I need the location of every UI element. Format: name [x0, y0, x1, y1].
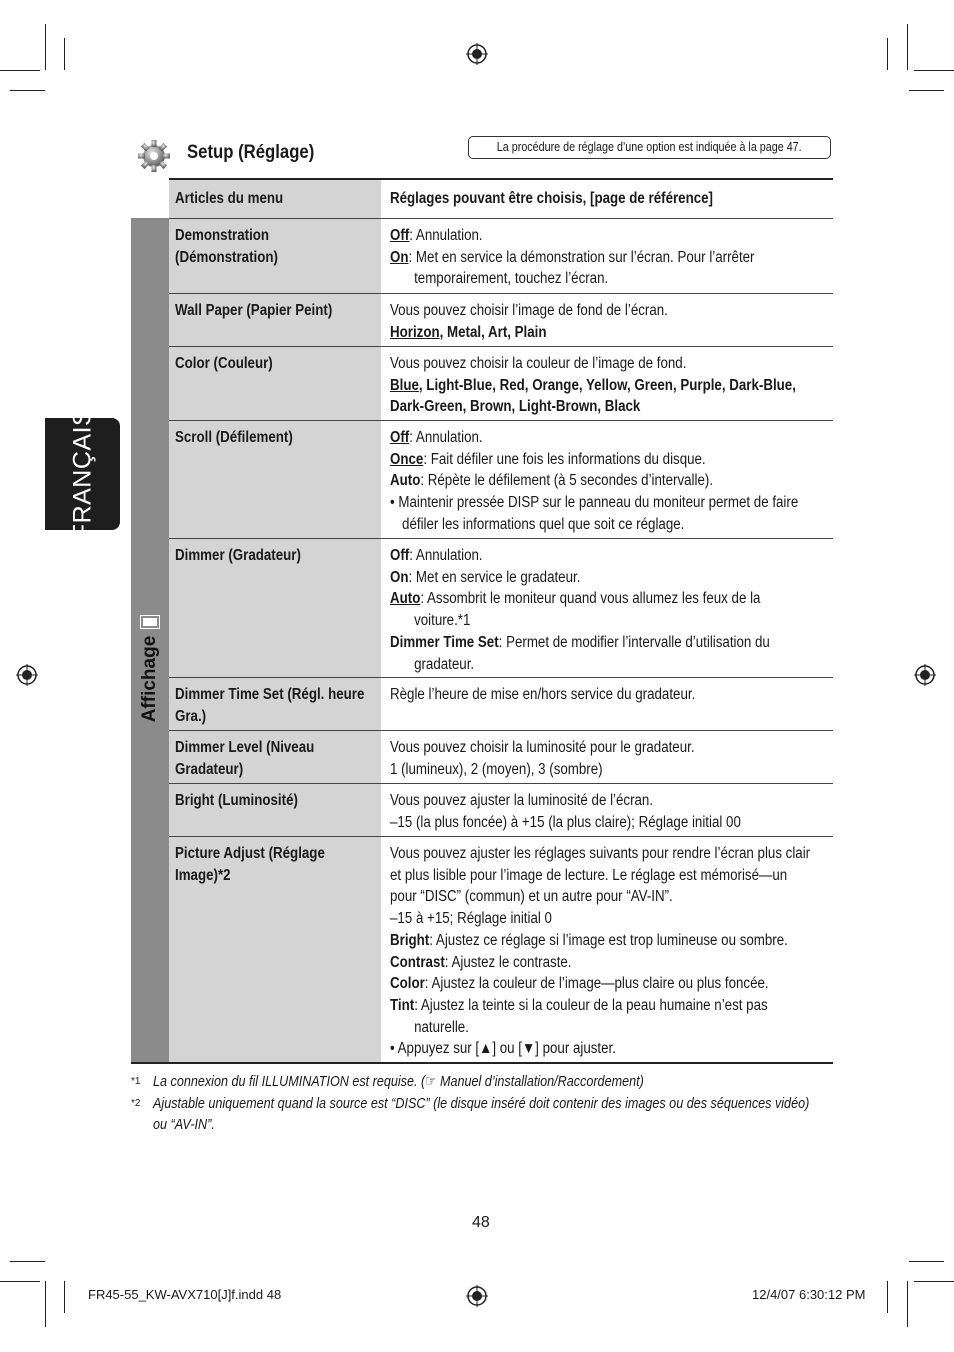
crop-mark — [64, 1281, 65, 1313]
setting-options: Off: Annulation. Once: Fait défiler une fois les informations du disque. Auto: Répète le défilement (à 5 secondes d’intervalle). • Maintenir pressée DISP sur le panneau du moniteur permet de faire défiler les informations quel que soit ce réglage. — [390, 429, 799, 533]
procedure-note — [468, 136, 831, 159]
crop-mark — [914, 70, 954, 71]
print-file-name: FR45-55_KW-AVX710[J]f.indd 48 — [88, 1287, 282, 1302]
print-timestamp: 12/4/07 6:30:12 PM — [752, 1287, 866, 1302]
menu-item: Wall Paper (Papier Peint) — [169, 294, 381, 347]
category-label: Affichage — [139, 635, 160, 723]
setting-options: Vous pouvez ajuster la luminosité de l’écran. –15 (la plus foncée) à +15 (la plus claire); Réglage initial 00 — [390, 792, 741, 831]
table-row — [169, 420, 833, 539]
table-row — [169, 346, 833, 421]
crop-mark — [0, 70, 40, 71]
crop-mark — [45, 24, 46, 70]
menu-item: Picture Adjust (Réglage Image)*2 — [169, 837, 381, 1063]
registration-mark-icon — [16, 664, 38, 686]
menu-item: Dimmer Level (Niveau Gradateur) — [169, 731, 381, 784]
category-sidebar — [131, 218, 169, 1063]
crop-mark — [10, 1261, 45, 1262]
language-tab-label: FRANÇAIS — [68, 408, 96, 540]
menu-item: Demonstration (Démonstration) — [169, 219, 381, 294]
crop-mark — [914, 1281, 954, 1282]
registration-mark-icon — [914, 664, 936, 686]
table-row — [169, 293, 833, 347]
setting-options: Off: Annulation. On: Met en service le gradateur. Auto: Assombrit le moniteur quand vous allumez les feux de la voiture.*1 Dimmer Time Set: Permet de modifier l’intervalle d’utilisation du gradateur. — [390, 547, 770, 673]
page-number: 48 — [472, 1214, 490, 1231]
table-header — [169, 178, 833, 220]
setting-options: Vous pouvez ajuster les réglages suivants pour rendre l’écran plus clair et plus lisible pour l’image de lecture. Le réglage est mémorisé—un pour “DISC” (commun) et un autre pour “AV-IN”. –15 à +15; Réglage initial 0 Bright: Ajustez ce réglage si l’image est trop lumineuse ou sombre. Contrast: Ajustez le contraste. Color: Ajustez la couleur de l’image—plus claire ou plus foncée. Tint: Ajustez la teinte si la couleur de la peau humaine n’est pas naturelle. • Appuyez sur [▲] ou [▼] pour ajuster. — [390, 845, 811, 1058]
menu-item: Dimmer Time Set (Régl. heure Gra.) — [169, 678, 381, 731]
crop-mark — [64, 38, 65, 70]
table-row — [169, 538, 833, 678]
crop-mark — [0, 1281, 40, 1282]
crop-mark — [909, 90, 944, 91]
table-row — [169, 836, 833, 1063]
menu-item: Color (Couleur) — [169, 347, 381, 421]
language-tab — [45, 408, 120, 540]
setting-options: Off: Annulation. On: Met en service la démonstration sur l’écran. Pour l’arrêter temporairement, touchez l’écran. — [390, 227, 755, 288]
procedure-note-text: La procédure de réglage d’une option est indiquée à la page 47. — [497, 140, 802, 154]
menu-item: Scroll (Défilement) — [169, 421, 381, 539]
crop-mark — [887, 38, 888, 70]
crop-mark — [909, 1261, 944, 1262]
crop-mark — [907, 1281, 908, 1327]
setting-options: Vous pouvez choisir la couleur de l’image de fond. Blue, Light-Blue, Red, Orange, Yellow, Green, Purple, Dark-Blue, Dark-Green, Brown, Light-Brown, Black — [390, 355, 796, 416]
crop-mark — [907, 24, 908, 70]
menu-item: Dimmer (Gradateur) — [169, 539, 381, 678]
setting-options: Vous pouvez choisir l’image de fond de l’écran. Horizon, Metal, Art, Plain — [390, 302, 668, 341]
display-icon — [140, 615, 160, 629]
footnote: $^{*1}$ La connexion du fil ILLUMINATION est requise. (☞ Manuel d’installation/Raccordement) — [131, 1073, 644, 1090]
table-row — [169, 218, 833, 294]
table-row — [169, 730, 833, 784]
crop-mark — [10, 90, 45, 91]
registration-mark-icon — [466, 1285, 488, 1307]
setting-options: Règle l’heure de mise en/hors service du gradateur. — [390, 686, 696, 703]
registration-mark-icon — [466, 43, 488, 65]
setting-options: Vous pouvez choisir la luminosité pour le gradateur. 1 (lumineux), 2 (moyen), 3 (sombre) — [390, 739, 695, 778]
footnote: $^{*2}$ Ajustable uniquement quand la source est “DISC” (le disque inséré doit contenir des images ou des séquences vidéo) — [131, 1095, 810, 1112]
header-col-items: Articles du menu — [169, 180, 381, 220]
header-col-settings: Réglages pouvant être choisis, [page de référence] — [390, 190, 713, 207]
crop-mark — [45, 1281, 46, 1327]
menu-item: Bright (Luminosité) — [169, 784, 381, 837]
table-bottom-rule — [131, 1062, 833, 1064]
crop-mark — [887, 1281, 888, 1313]
gear-icon — [137, 139, 171, 173]
table-row — [169, 677, 833, 731]
table-row — [169, 783, 833, 837]
section-title: Setup (Réglage) — [187, 142, 315, 163]
